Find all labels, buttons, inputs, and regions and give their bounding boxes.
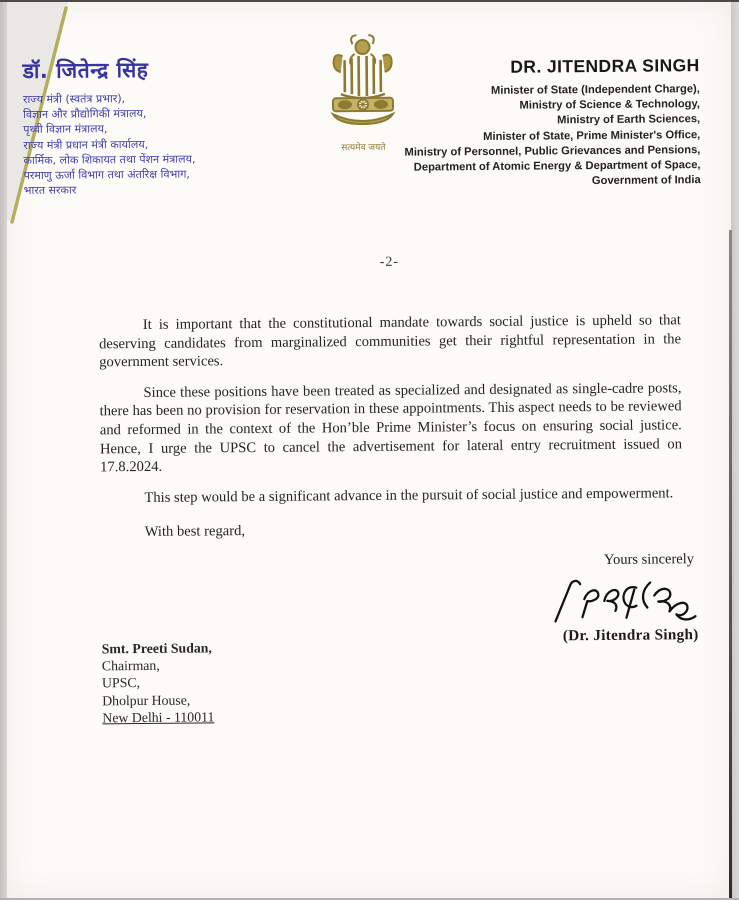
recipient-line: Dholpur House,	[102, 692, 191, 708]
signature-block	[546, 551, 699, 645]
minister-title-english-line: Department of Atomic Energy & Department of Space,	[413, 159, 701, 174]
letterhead-english	[404, 55, 701, 191]
recipient-line: Chairman,	[101, 658, 160, 674]
letter-page	[6, 2, 731, 898]
letter-content	[2, 0, 735, 900]
body-paragraph: It is important that the constitutional mandate towards social justice is upheld so that deserving candidates from marginalized communities get their rightful representation in the government services.	[98, 312, 682, 371]
scan-top-edge	[0, 0, 739, 2]
minister-title-english-line: Minister of State (Independent Charge),	[490, 83, 700, 97]
minister-title-hindi-line: कार्मिक, लोक शिकायत तथा पेंशन मंत्रालय,	[23, 152, 196, 167]
recipient-line: New Delhi - 110011	[102, 709, 215, 726]
recipient-address	[102, 639, 215, 726]
minister-title-hindi-line: भारत सरकार	[23, 183, 77, 198]
minister-title-hindi-line: पृथ्वी विज्ञान मंत्रालय,	[23, 122, 108, 137]
minister-title-hindi-line: विज्ञान और प्रौद्योगिकी मंत्रालय,	[23, 107, 147, 122]
body-paragraph: Since these positions have been treated as specialized and designated as single-cadre posts, there has been no provision for reservation in these appointments. This aspect needs to be reviewed and reformed in the context of the Hon’ble Prime Minister’s focus on ensuring social justice. Hence, I urge the UPSC to cancel the advertisement for lateral entry recruitment issued on 17.8.2024.	[99, 380, 683, 476]
ashoka-lions-icon	[320, 34, 405, 135]
signature-printed-name: (Dr. Jitendra Singh)	[562, 626, 699, 645]
scan-left-edge	[0, 0, 7, 900]
body-paragraph: This step would be a significant advance in the pursuit of social justice and empowerment.	[144, 485, 674, 506]
minister-title-hindi-line: राज्य मंत्री प्रधान मंत्री कार्यालय,	[23, 137, 149, 152]
minister-title-hindi-line: परमाणु ऊर्जा विभाग तथा अंतरिक्ष विभाग,	[23, 167, 190, 183]
handwritten-signature-icon	[546, 572, 698, 625]
recipient-line: Smt. Preeti Sudan,	[101, 640, 212, 657]
minister-title-english-line: Ministry of Personnel, Public Grievances and Pensions,	[404, 143, 701, 159]
minister-title-english-line: Government of India	[591, 174, 701, 188]
letterhead-hindi	[23, 56, 196, 199]
scan-right-edge	[731, 0, 739, 900]
page-number: -2-	[379, 254, 400, 270]
recipient-line: UPSC,	[101, 675, 141, 691]
minister-title-english-line: Ministry of Science & Technology,	[519, 98, 701, 112]
minister-title-english-line: Ministry of Earth Sciences,	[557, 113, 701, 127]
paper-right-edge-shadow	[729, 230, 732, 898]
minister-name-hindi: डॉ. जितेन्द्र सिंह	[22, 57, 149, 84]
minister-title-english-line: Minister of State, Prime Minister's Office,	[483, 128, 701, 143]
valediction: Yours sincerely	[603, 551, 695, 568]
letter-body	[99, 311, 683, 542]
minister-name-english: DR. JITENDRA SINGH	[510, 55, 700, 77]
closing-line: With best regard,	[144, 523, 246, 541]
minister-title-hindi-line: राज्य मंत्री (स्वतंत्र प्रभार),	[22, 92, 126, 107]
emblem-motto: सत्यमेव जयते	[341, 142, 386, 154]
emblem-of-india	[320, 34, 405, 154]
